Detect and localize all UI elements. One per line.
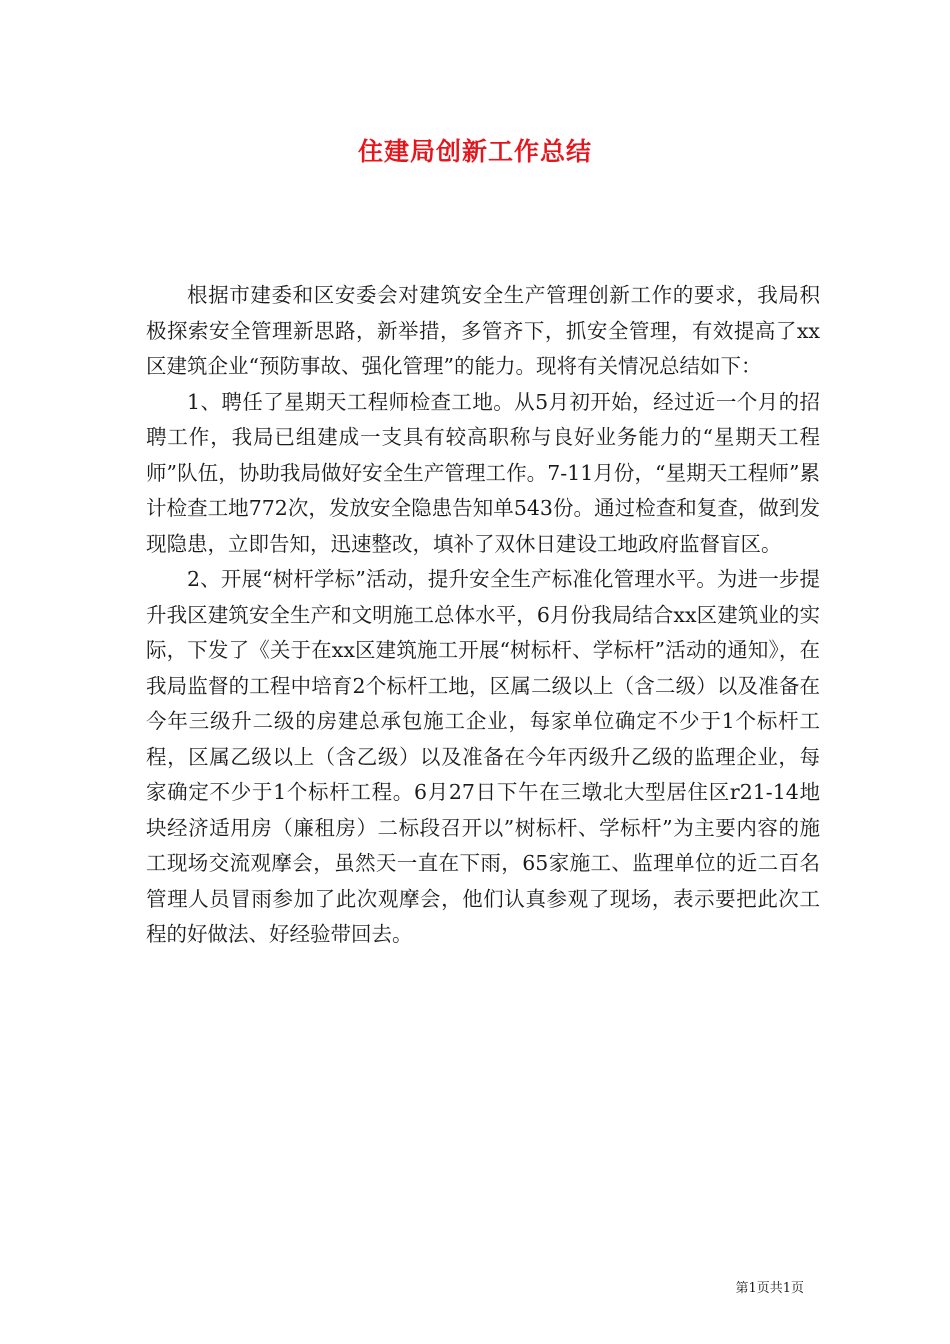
paragraph-item-1: 1、聘任了星期天工程师检查工地。从5月初开始，经过近一个月的招聘工作，我局已组建成一支具有较高职称与良好业务能力的“星期天工程师”队伍，协助我局做好安全生产管理工作。7-11月份，“星期天工程师”累计检查工地772次，发放安全隐患告知单543份。通过检查和复查，做到发现隐患，立即告知，迅速整改，填补了双休日建设工地政府监督盲区。 — [146, 389, 820, 556]
document-title: 住建局创新工作总结 — [357, 137, 592, 166]
document-body — [146, 278, 820, 953]
page-number-footer: 第1页共1页 — [735, 1281, 804, 1296]
paragraph-item-2: 2、开展“树杆学标”活动，提升安全生产标准化管理水平。为进一步提升我区建筑安全生产和文明施工总体水平，6月份我局结合xx区建筑业的实际，下发了《关于在xx区建筑施工开展“树标杆、学标杆”活动的通知》，在我局监督的工程中培育2个标杆工地，区属二级以上（含二级）以及准备在今年三级升二级的房建总承包施工企业，每家单位确定不少于1个标杆工程，区属乙级以上（含乙级）以及准备在今年丙级升乙级的监理企业，每家确定不少于1个标杆工程。6月27日下午在三墩北大型居住区r21-14地块经济适用房（廉租房）二标段召开以”树标杆、学标杆”为主要内容的施工现场交流观摩会，虽然天一直在下雨，65家施工、监理单位的近二百名管理人员冒雨参加了此次观摩会，他们认真参观了现场，表示要把此次工程的好做法、好经验带回去。 — [146, 567, 820, 946]
paragraph-intro: 根据市建委和区安委会对建筑安全生产管理创新工作的要求，我局积极探索安全管理新思路，新举措，多管齐下，抓安全管理，有效提高了xx区建筑企业“预防事故、强化管理”的能力。现将有关情况总结如下： — [146, 283, 820, 378]
